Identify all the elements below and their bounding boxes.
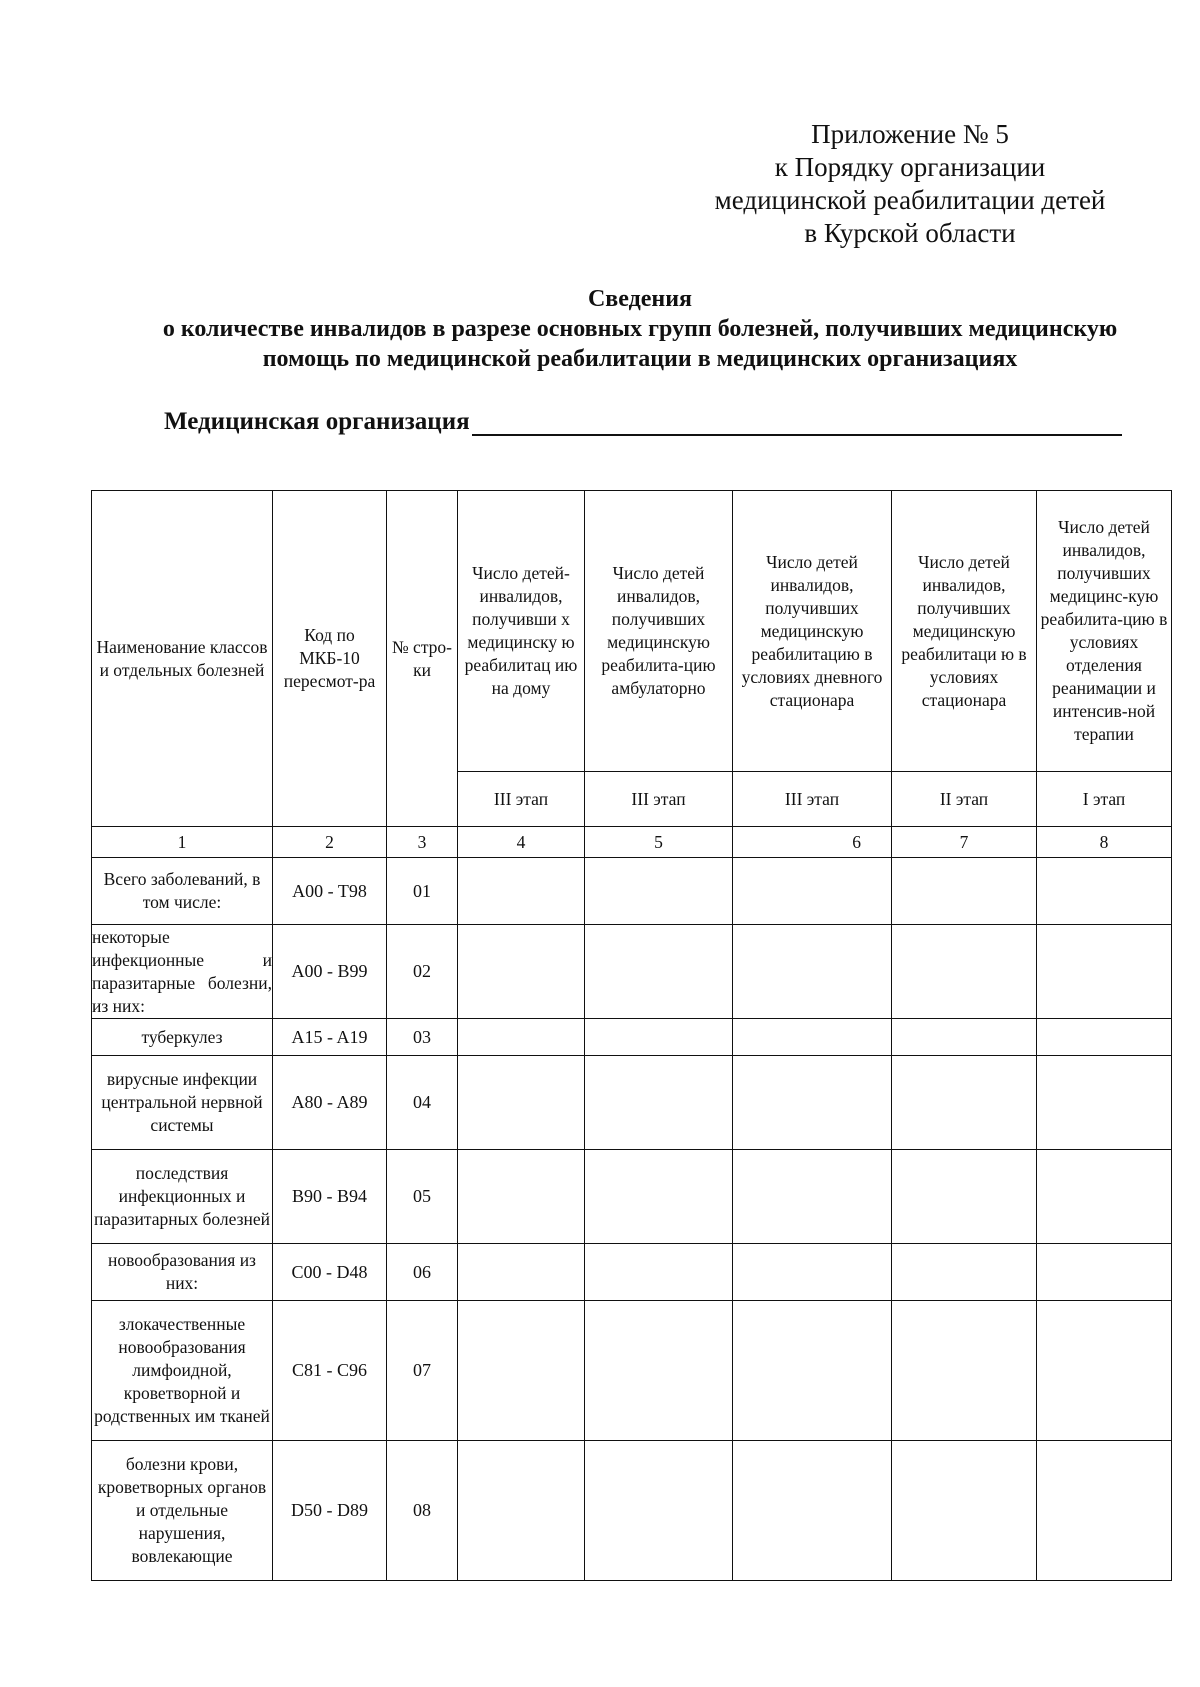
data-cell[interactable] (585, 1019, 733, 1056)
table-row (92, 925, 1172, 1019)
icd-code: A00 - T98 (273, 858, 387, 925)
data-cell[interactable] (585, 1244, 733, 1301)
table-row (92, 1150, 1172, 1244)
data-cell[interactable] (892, 1441, 1037, 1581)
data-cell[interactable] (1037, 1019, 1172, 1056)
column-number: 7 (892, 827, 1037, 858)
icd-code: D50 - D89 (273, 1441, 387, 1581)
stage-cell: III этап (458, 772, 585, 827)
table-row (92, 1244, 1172, 1301)
header-name: Наименование классов и отдельных болезней (92, 491, 273, 827)
disease-name: злокачественные новообразования лимфоидной, кроветворной и родственных им тканей (92, 1301, 273, 1441)
disease-name: болезни крови, кроветворных органов и отдельные нарушения, вовлекающие (92, 1441, 273, 1581)
row-number: 06 (387, 1244, 458, 1301)
data-cell[interactable] (892, 1019, 1037, 1056)
header-row (92, 491, 1172, 772)
data-cell[interactable] (892, 1150, 1037, 1244)
data-cell[interactable] (585, 1056, 733, 1150)
data-cell[interactable] (1037, 1056, 1172, 1150)
data-cell[interactable] (458, 1441, 585, 1581)
disease-name: туберкулез (92, 1019, 273, 1056)
report-table (91, 490, 1172, 1581)
title-line-2: о количестве инвалидов в разрезе основных групп болезней, получивших медицинскую (162, 316, 1118, 342)
data-cell[interactable] (733, 1441, 892, 1581)
disease-name: вирусные инфекции центральной нервной системы (92, 1056, 273, 1150)
column-number: 5 (585, 827, 733, 858)
column-number: 6 (733, 827, 892, 858)
data-cell[interactable] (458, 1056, 585, 1150)
appendix-line-1: Приложение № 5 (811, 119, 1009, 149)
appendix-line-4: в Курской области (804, 218, 1016, 248)
data-cell[interactable] (733, 1019, 892, 1056)
header-code: Код по МКБ-10 пересмот-ра (273, 491, 387, 827)
data-cell[interactable] (733, 1301, 892, 1441)
stage-cell: III этап (585, 772, 733, 827)
data-cell[interactable] (1037, 1441, 1172, 1581)
row-number: 02 (387, 925, 458, 1019)
data-cell[interactable] (1037, 925, 1172, 1019)
data-cell[interactable] (892, 925, 1037, 1019)
disease-name: последствия инфекционных и паразитарных болезней (92, 1150, 273, 1244)
data-cell[interactable] (733, 1150, 892, 1244)
data-cell[interactable] (458, 925, 585, 1019)
disease-name: некоторые инфекционные и паразитарные болезни, из них: (92, 925, 273, 1019)
data-cell[interactable] (585, 1301, 733, 1441)
data-cell[interactable] (733, 1056, 892, 1150)
stage-cell: II этап (892, 772, 1037, 827)
icd-code: A00 - B99 (273, 925, 387, 1019)
row-number: 08 (387, 1441, 458, 1581)
document-title (40, 284, 1200, 374)
title-line-1: Сведения (587, 286, 693, 312)
data-cell[interactable] (458, 1150, 585, 1244)
icd-code: A80 - A89 (273, 1056, 387, 1150)
organization-field (164, 408, 1122, 436)
icd-code: C81 - C96 (273, 1301, 387, 1441)
title-line-3: помощь по медицинской реабилитации в медицинских организациях (262, 346, 1018, 372)
data-cell[interactable] (458, 1019, 585, 1056)
row-number: 03 (387, 1019, 458, 1056)
icd-code: B90 - B94 (273, 1150, 387, 1244)
data-cell[interactable] (1037, 1301, 1172, 1441)
column-number: 3 (387, 827, 458, 858)
table-row (92, 1056, 1172, 1150)
data-cell[interactable] (733, 925, 892, 1019)
table-row (92, 858, 1172, 925)
data-cell[interactable] (892, 858, 1037, 925)
data-cell[interactable] (1037, 1150, 1172, 1244)
data-cell[interactable] (892, 1056, 1037, 1150)
row-number: 01 (387, 858, 458, 925)
table-row (92, 1019, 1172, 1056)
column-number: 4 (458, 827, 585, 858)
stage-cell: III этап (733, 772, 892, 827)
header-icu: Число детей инвалидов, получивших медицинс-кую реабилита-цию в условиях отделения реанимации и интенсив-ной терапии (1037, 491, 1172, 772)
data-cell[interactable] (585, 925, 733, 1019)
header-home: Число детей-инвалидов, получивши х медицинску ю реабилитац ию на дому (458, 491, 585, 772)
column-number: 1 (92, 827, 273, 858)
appendix-line-3: медицинской реабилитации детей (714, 185, 1106, 215)
header-row-number: № стро-ки (387, 491, 458, 827)
icd-code: A15 - A19 (273, 1019, 387, 1056)
data-cell[interactable] (585, 1441, 733, 1581)
table-row (92, 1441, 1172, 1581)
data-cell[interactable] (458, 1301, 585, 1441)
row-number: 05 (387, 1150, 458, 1244)
data-cell[interactable] (733, 858, 892, 925)
row-number: 04 (387, 1056, 458, 1150)
disease-name: Всего заболеваний, в том числе: (92, 858, 273, 925)
organization-label: Медицинская организация (164, 408, 470, 435)
data-cell[interactable] (585, 858, 733, 925)
header-day-hospital: Число детей инвалидов, получивших медицинскую реабилитацию в условиях дневного стационара (733, 491, 892, 772)
data-cell[interactable] (1037, 1244, 1172, 1301)
header-hospital: Число детей инвалидов, получивших медицинскую реабилитаци ю в условиях стационара (892, 491, 1037, 772)
appendix-line-2: к Порядку организации (774, 152, 1046, 182)
data-cell[interactable] (892, 1244, 1037, 1301)
data-cell[interactable] (733, 1244, 892, 1301)
data-cell[interactable] (458, 1244, 585, 1301)
column-number: 8 (1037, 827, 1172, 858)
column-number-row (92, 827, 1172, 858)
icd-code: C00 - D48 (273, 1244, 387, 1301)
column-number: 2 (273, 827, 387, 858)
data-cell[interactable] (585, 1150, 733, 1244)
data-cell[interactable] (1037, 858, 1172, 925)
disease-name: новообразования из них: (92, 1244, 273, 1301)
table-row (92, 1301, 1172, 1441)
data-cell[interactable] (892, 1301, 1037, 1441)
appendix-heading (640, 118, 1180, 250)
organization-blank[interactable] (472, 410, 1122, 436)
data-cell[interactable] (458, 858, 585, 925)
stage-cell: I этап (1037, 772, 1172, 827)
row-number: 07 (387, 1301, 458, 1441)
header-outpatient: Число детей инвалидов, получивших медицинскую реабилита-цию амбулаторно (585, 491, 733, 772)
